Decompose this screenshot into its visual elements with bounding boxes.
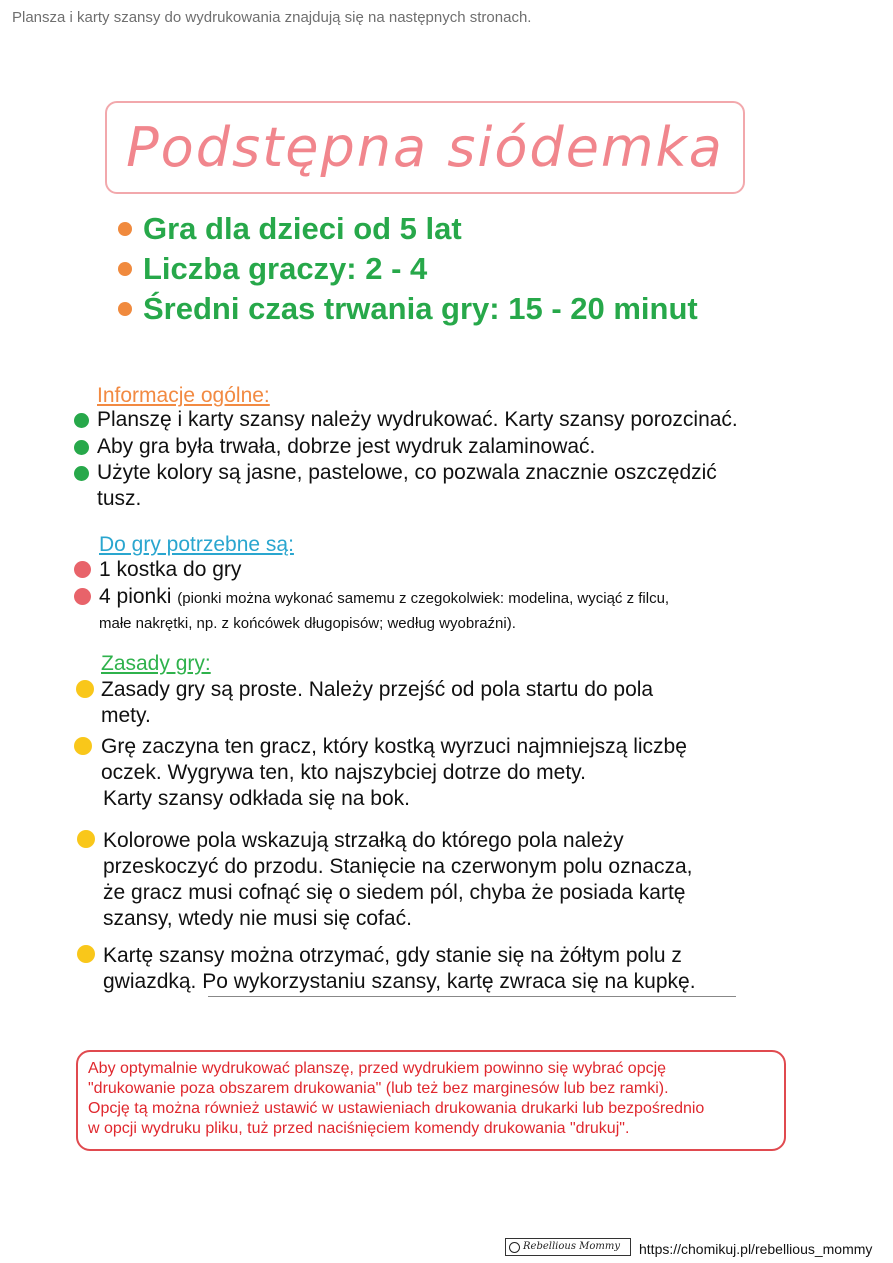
- top-note: Plansza i karty szansy do wydrukowania znajdują się na następnych stronach.: [12, 9, 532, 26]
- notice-line: Aby optymalnie wydrukować planszę, przed wydrukiem powinno się wybrać opcję: [88, 1060, 667, 1077]
- page-title: Podstępna siódemka: [126, 116, 724, 179]
- info-item-line: Aby gra była trwała, dobrze jest wydruk zalaminować.: [97, 435, 596, 458]
- rules-item-line: przeskoczyć do przodu. Stanięcie na czerwonym polu oznacza,: [103, 855, 693, 878]
- feature-age: [118, 211, 462, 247]
- rebellious-mommy-logo: [505, 1238, 631, 1256]
- needs-item-pawns: [99, 584, 669, 636]
- orange-bullet-icon: [118, 262, 132, 276]
- rules-item-line: Zasady gry są proste. Należy przejść od pola startu do pola: [101, 678, 654, 701]
- needs-item-dice: [99, 557, 241, 583]
- red-bullet-icon: [74, 561, 91, 578]
- needs-item-text: 4 pionki: [99, 585, 172, 608]
- info-item-line: Użyte kolory są jasne, pastelowe, co pozwala znacznie oszczędzić: [97, 461, 717, 484]
- orange-bullet-icon: [118, 222, 132, 236]
- rules-item: [101, 734, 687, 812]
- rules-item-line: Grę zaczyna ten gracz, który kostką wyrzuci najmniejszą liczbę: [101, 735, 687, 758]
- orange-bullet-icon: [118, 302, 132, 316]
- info-heading: Informacje ogólne:: [97, 384, 270, 407]
- feature-label: Liczba graczy: 2 - 4: [143, 251, 428, 286]
- yellow-bullet-icon: [76, 680, 94, 698]
- rules-item: [103, 828, 692, 932]
- notice-line: "drukowanie poza obszarem drukowania" (lub też bez marginesów lub bez ramki).: [88, 1080, 669, 1097]
- green-bullet-icon: [74, 466, 89, 481]
- rules-heading: Zasady gry:: [101, 652, 211, 675]
- print-notice-box: [76, 1050, 786, 1151]
- red-bullet-icon: [74, 588, 91, 605]
- yellow-bullet-icon: [77, 830, 95, 848]
- rules-item-line: mety.: [101, 704, 151, 727]
- info-item-line: tusz.: [97, 487, 142, 510]
- green-bullet-icon: [74, 413, 89, 428]
- rules-item-line: że gracz musi cofnąć się o siedem pól, chyba że posiada kartę: [103, 881, 686, 904]
- feature-label: Średni czas trwania gry: 15 - 20 minut: [143, 291, 698, 326]
- rules-item-line: szansy, wtedy nie musi się cofać.: [103, 907, 412, 930]
- info-item-line: Planszę i karty szansy należy wydrukować. Karty szansy porozcinać.: [97, 408, 738, 431]
- rules-item: [103, 943, 696, 995]
- info-item: [97, 407, 738, 433]
- info-item: [97, 460, 717, 512]
- rules-item: [101, 677, 653, 729]
- needs-item-note: (pionki można wykonać samemu z czegokolwiek: modelina, wyciąć z filcu,: [177, 590, 670, 607]
- feature-duration: [118, 291, 698, 327]
- footer-url: https://chomikuj.pl/rebellious_mommy: [639, 1241, 873, 1257]
- globe-icon: [509, 1242, 520, 1253]
- notice-line: Opcję tą można również ustawić w ustawieniach drukowania drukarki lub bezpośrednio: [88, 1100, 705, 1117]
- notice-line: w opcji wydruku pliku, tuż przed naciśnięciem komendy drukowania "drukuj".: [88, 1120, 630, 1137]
- rules-item-line: Kolorowe pola wskazują strzałką do którego pola należy: [103, 829, 624, 852]
- green-bullet-icon: [74, 440, 89, 455]
- yellow-bullet-icon: [77, 945, 95, 963]
- logo-text: Rebellious Mommy: [523, 1241, 621, 1252]
- rules-item-line: gwiazdką. Po wykorzystaniu szansy, kartę zwraca się na kupkę.: [103, 970, 696, 993]
- feature-label: Gra dla dzieci od 5 lat: [143, 211, 462, 246]
- rules-item-line: Karty szansy odkłada się na bok.: [103, 787, 411, 810]
- feature-players: [118, 251, 427, 287]
- needs-item-text: 1 kostka do gry: [99, 558, 242, 581]
- rules-item-line: Kartę szansy można otrzymać, gdy stanie się na żółtym polu z: [103, 944, 682, 967]
- rules-item-line: oczek. Wygrywa ten, kto najszybciej dotrze do mety.: [101, 761, 586, 784]
- title-box: [105, 101, 745, 194]
- needs-item-note: małe nakrętki, np. z końcówek długopisów; według wyobraźni).: [99, 615, 516, 632]
- yellow-bullet-icon: [74, 737, 92, 755]
- needs-heading: Do gry potrzebne są:: [99, 533, 294, 556]
- text-underline-divider: [208, 996, 736, 997]
- info-item: [97, 434, 595, 460]
